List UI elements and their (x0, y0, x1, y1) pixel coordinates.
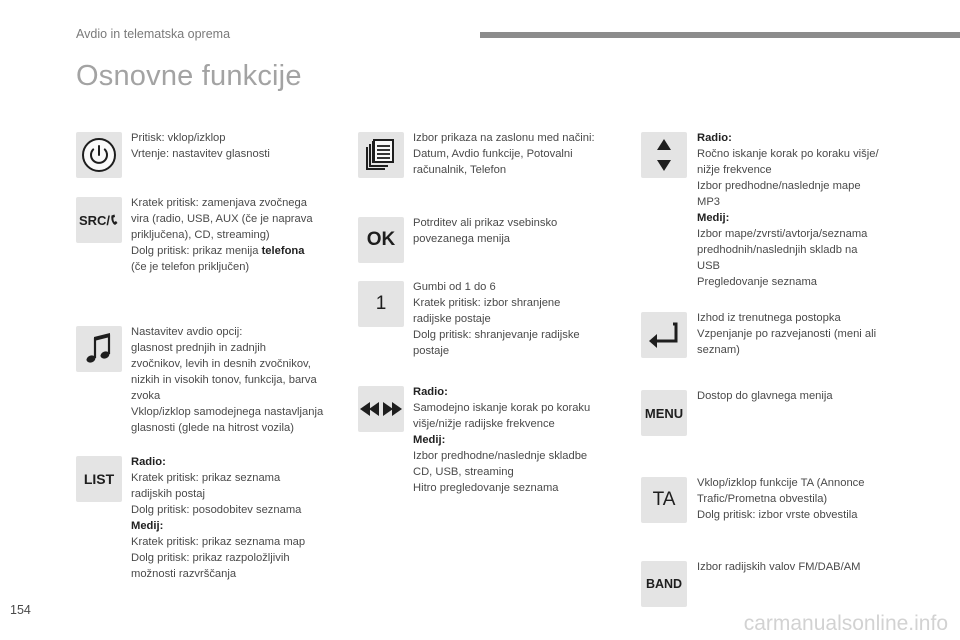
list-description: Radio: Kratek pritisk: prikaz seznama radijskih postaj Dolg pritisk: posodobitev seznama Medij: Kratek pritisk: prikaz seznama map Dolg pritisk: prikaz razpoložljivih možnosti razvrščanja (131, 456, 306, 580)
src-button-label: SRC/ (78, 212, 111, 228)
preset-description: Gumbi od 1 do 6 Kratek pritisk: izbor shranjene radijske postaje Dolg pritisk: shranjevanje radijske postaje (413, 281, 580, 357)
seek-description: Radio: Samodejno iskanje korak po koraku višje/nižje radijske frekvence Medij: Izbor predhodne/naslednje skladbe CD, USB, streaming Hitro pregledovanje seznama (413, 386, 591, 494)
menu-description: Dostop do glavnega menija (697, 390, 833, 402)
ok-button-tile (358, 217, 404, 263)
page-number: 154 (10, 603, 31, 617)
back-arrow-icon (647, 320, 681, 350)
ok-description: Potrditev ali prikaz vsebinsko povezanega menija (413, 217, 558, 245)
band-description: Izbor radijskih valov FM/DAB/AM (697, 561, 861, 573)
display-mode-button-tile (358, 132, 404, 178)
ta-button-tile (641, 477, 687, 523)
seek-button-tile (358, 386, 404, 432)
back-description: Izhod iz trenutnega postopka Vzpenjanje po razvejanosti (meni ali seznam) (697, 312, 877, 356)
watermark: carmanualsonline.info (743, 612, 948, 635)
phone-handset-icon (110, 214, 119, 226)
ok-button-label: OK (366, 229, 396, 250)
up-down-arrows-icon (656, 137, 672, 173)
power-button-tile (76, 132, 122, 178)
music-note-icon (84, 331, 114, 367)
ta-button-label: TA (652, 489, 676, 510)
page-title: Osnovne funkcije (76, 60, 302, 92)
back-button-tile (641, 312, 687, 358)
menu-button-label: MENU (644, 405, 684, 421)
header-bar (480, 32, 960, 38)
display-mode-description: Izbor prikaza na zaslonu med načini: Datum, Avdio funkcije, Potovalni računalnik, Telefon (413, 132, 595, 176)
section-label: Avdio in telematska oprema (76, 27, 231, 41)
list-button-tile (76, 456, 122, 502)
power-icon (81, 137, 117, 173)
list-button-label: LIST (83, 471, 115, 487)
screen-pages-icon (366, 138, 396, 172)
updown-button-tile (641, 132, 687, 178)
audio-settings-button-tile (76, 326, 122, 372)
band-button-label: BAND (645, 577, 683, 591)
power-description: Pritisk: vklop/izklop Vrtenje: nastavitev glasnosti (131, 132, 270, 160)
band-button-tile (641, 561, 687, 607)
preset-button-tile (358, 281, 404, 327)
audio-settings-description: Nastavitev avdio opcij: glasnost prednjih in zadnjih zvočnikov, levih in desnih zvočnikov, nizkih in visokih tonov, funkcija, barva zvoka Vklop/izklop samodejnega nastavljanja glasnosti (glede na hitrost vozila) (131, 326, 324, 434)
menu-button-tile (641, 390, 687, 436)
ta-description: Vklop/izklop funkcije TA (Annonce Trafic/Prometna obvestila) Dolg pritisk: izbor vrste obvestila (697, 477, 865, 521)
src-description: Kratek pritisk: zamenjava zvočnega vira (radio, USB, AUX (če je naprava priključena), CD, streaming) Dolg pritisk: prikaz menija telefona (če je telefon priključen) (131, 197, 313, 273)
updown-description: Radio: Ročno iskanje korak po koraku višje/ nižje frekvence Izbor predhodne/naslednje mape MP3 Medij: Izbor mape/zvrsti/avtorja/seznama predhodnih/naslednjih skladb na USB Pregledovanje seznama (697, 132, 879, 288)
src-button-tile (76, 197, 122, 243)
preset-button-label: 1 (375, 293, 387, 314)
seek-arrows-icon (360, 401, 402, 417)
